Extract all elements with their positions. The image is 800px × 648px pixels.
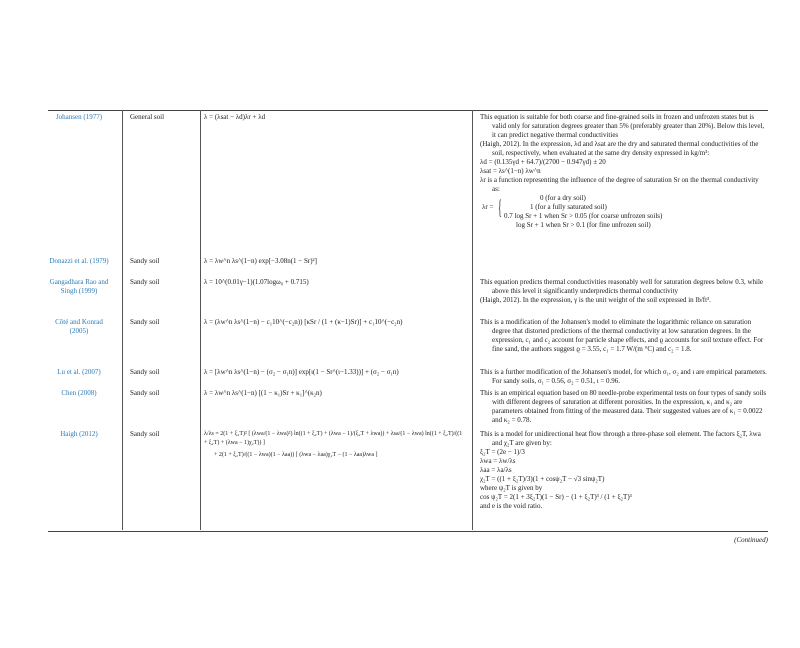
equation: λ = [λw^n λs^(1−n) − (σ₂ − σ₁n)] exp[ι(1 − Sr^(ι−1.33))] + (σ₂ − σ₁n) [204,368,399,376]
column-divider [200,110,201,530]
note-equation: λsat = λs^(1−n) λw^n [480,167,541,175]
column-divider [472,110,473,530]
note-text: (Haigh, 2012). In the expression, γ is the unit weight of the soil expressed in lb/ft³. [480,296,711,304]
reference-link[interactable]: Haigh (2012) [60,430,98,438]
note-text: This is a modification of the Johansen's model to eliminate the logarithmic reliance on saturation degree that distorted predictions of the thermal conductivity at low saturation degrees. In the expression, c₁ and c₂ account for particle shape effects, and ϱ accounts for soil texture effect. For fine sand, the authors suggest ϱ = 3.55, c₁ = 1.7 W/(m °C) and c₂ = 1.8. [480,318,764,353]
reference-link[interactable]: Chen (2008) [61,389,97,397]
note-equation: λwa = λw/λs [480,457,516,465]
equation-line: λ/λs = 2(1 + ξ₂T)² [ (λwa/(1 − λwa)²) ln((1 + ξ₂T) + (λwa − 1)/(ξ₂T + λwa)) + λsa/(1 − λwa) ln((1 + ξ₂T)/((1 + ξ₂T) + (λwa − 1)χ₂T)) ] [204,431,463,446]
soil-type: Sandy soil [130,389,160,397]
note-case: 0.7 log Sr + 1 when Sr > 0.05 (for coarse unfrozen soils) [504,212,663,220]
equation: λ = (λw^n λs^(1−n) − c₁10^(−c₂n)) [κSr / (1 + (κ−1)Sr)] + c₁10^(−c₂n) [204,318,403,326]
reference-link[interactable]: Côté and Konrad (2005) [55,318,103,335]
note-case: log Sr + 1 when Sr > 0.1 (for fine unfrozen soil) [516,221,651,229]
note-case: λr = { 1 (for a fully saturated soil) [482,195,607,220]
continued-label: (Continued) [734,536,768,544]
note-equation: λaa = λa/λs [480,466,512,474]
notes-cell [480,368,768,386]
note-text: This equation is suitable for both coarse and fine-grained soils in frozen and unfrozen states but is valid only for saturation degrees greater than 5% (preferably greater than 20%). Below this level, it can predict negative thermal conductivities [480,113,765,139]
note-text: and e is the void ratio. [480,502,543,510]
reference-link[interactable]: Gangadhara Rao and Singh (1999) [49,278,109,295]
equation [204,430,464,460]
reference-link[interactable]: Donazzi et al. (1979) [49,257,109,265]
column-divider [122,110,123,530]
notes-cell [480,389,768,425]
soil-type: Sandy soil [130,278,160,286]
equation-line: + 2(1 + ξ₂T)/((1 − λwa)(1 − λaa)) [ (λwa − λaa)χ₂T − (1 − λaa)λwa ] [214,452,378,458]
equation: λ = 10^(0.01γ−1)(1.07logω₀ + 0.715) [204,278,309,286]
soil-type: Sandy soil [130,430,160,438]
soil-type: Sandy soil [130,257,160,265]
note-text: where ψ₂T is given by [480,484,543,492]
reference-link[interactable]: Lu et al. (2007) [57,368,101,376]
equation: λ = λw^n λs^(1−n) exp[−3.08n(1 − Sr)²] [204,257,317,265]
note-text: This is a further modification of the Johansen's model, for which σ₁, σ₂ and ι are empirical parameters. For sandy soils, σ₁ = 0.56, σ₂ = 0.51, ι = 0.96. [480,368,767,385]
table-bottom-rule [48,531,768,532]
note-text: This is a model for unidirectional heat flow through a three-phase soil element. The factors ξ₂T, λwa and χ₂T are given by: [480,430,761,447]
reference-link[interactable]: Johansen (1977) [55,113,103,121]
soil-type: General soil [130,113,165,121]
equation: λ = λw^n λs^(1−n) [(1 − κ₁)Sr + κ₁]^(κ₂n) [204,389,322,397]
note-equation: λd = (0.135γd + 64.7)/(2700 − 0.947γd) ± 20 [480,158,606,166]
note-text: λr is a function representing the influence of the degree of saturation Sr on the thermal conductivity as: [480,176,759,193]
notes-cell [480,278,768,305]
note-equation: cos ψ₂T = 2(1 + 3ξ₂T)(1 − Sr) − (1 + ξ₂T)³ / (1 + ξ₂T)³ [480,493,632,501]
note-case: 0 (for a dry soil) [540,194,586,202]
notes-cell [480,113,768,230]
notes-cell [480,430,768,511]
equation: λ = (λsat − λd)λr + λd [204,113,266,121]
note-text: This equation predicts thermal conductivities reasonably well for saturation degrees below 0.3, while above this level it significantly underpredicts thermal conductivity [480,278,764,295]
table-top-rule [48,110,768,111]
note-text: (Haigh, 2012). In the expression, λd and λsat are the dry and saturated thermal conductivities of the soil, respectively, when evaluated at the same dry density expressed in kg/m³: [480,140,759,157]
note-text: This is an empirical equation based on 80 needle-probe experimental tests on four types of sandy soils with different degrees of saturation at different porosities. In the expression, κ₁ and κ₂ are parameters obtained from fitting of the measured data. Their suggested values are of κ₁ = 0.0022 and κ₂ = 0.78. [480,389,767,424]
note-equation: χ₂T = ((1 + ξ₂T)/3)(1 + cosψ₂T − √3 sinψ₂T) [480,475,605,483]
notes-cell [480,318,768,354]
note-equation: ξ₂T = (2e − 1)/3 [480,448,525,456]
soil-type: Sandy soil [130,318,160,326]
soil-type: Sandy soil [130,368,160,376]
